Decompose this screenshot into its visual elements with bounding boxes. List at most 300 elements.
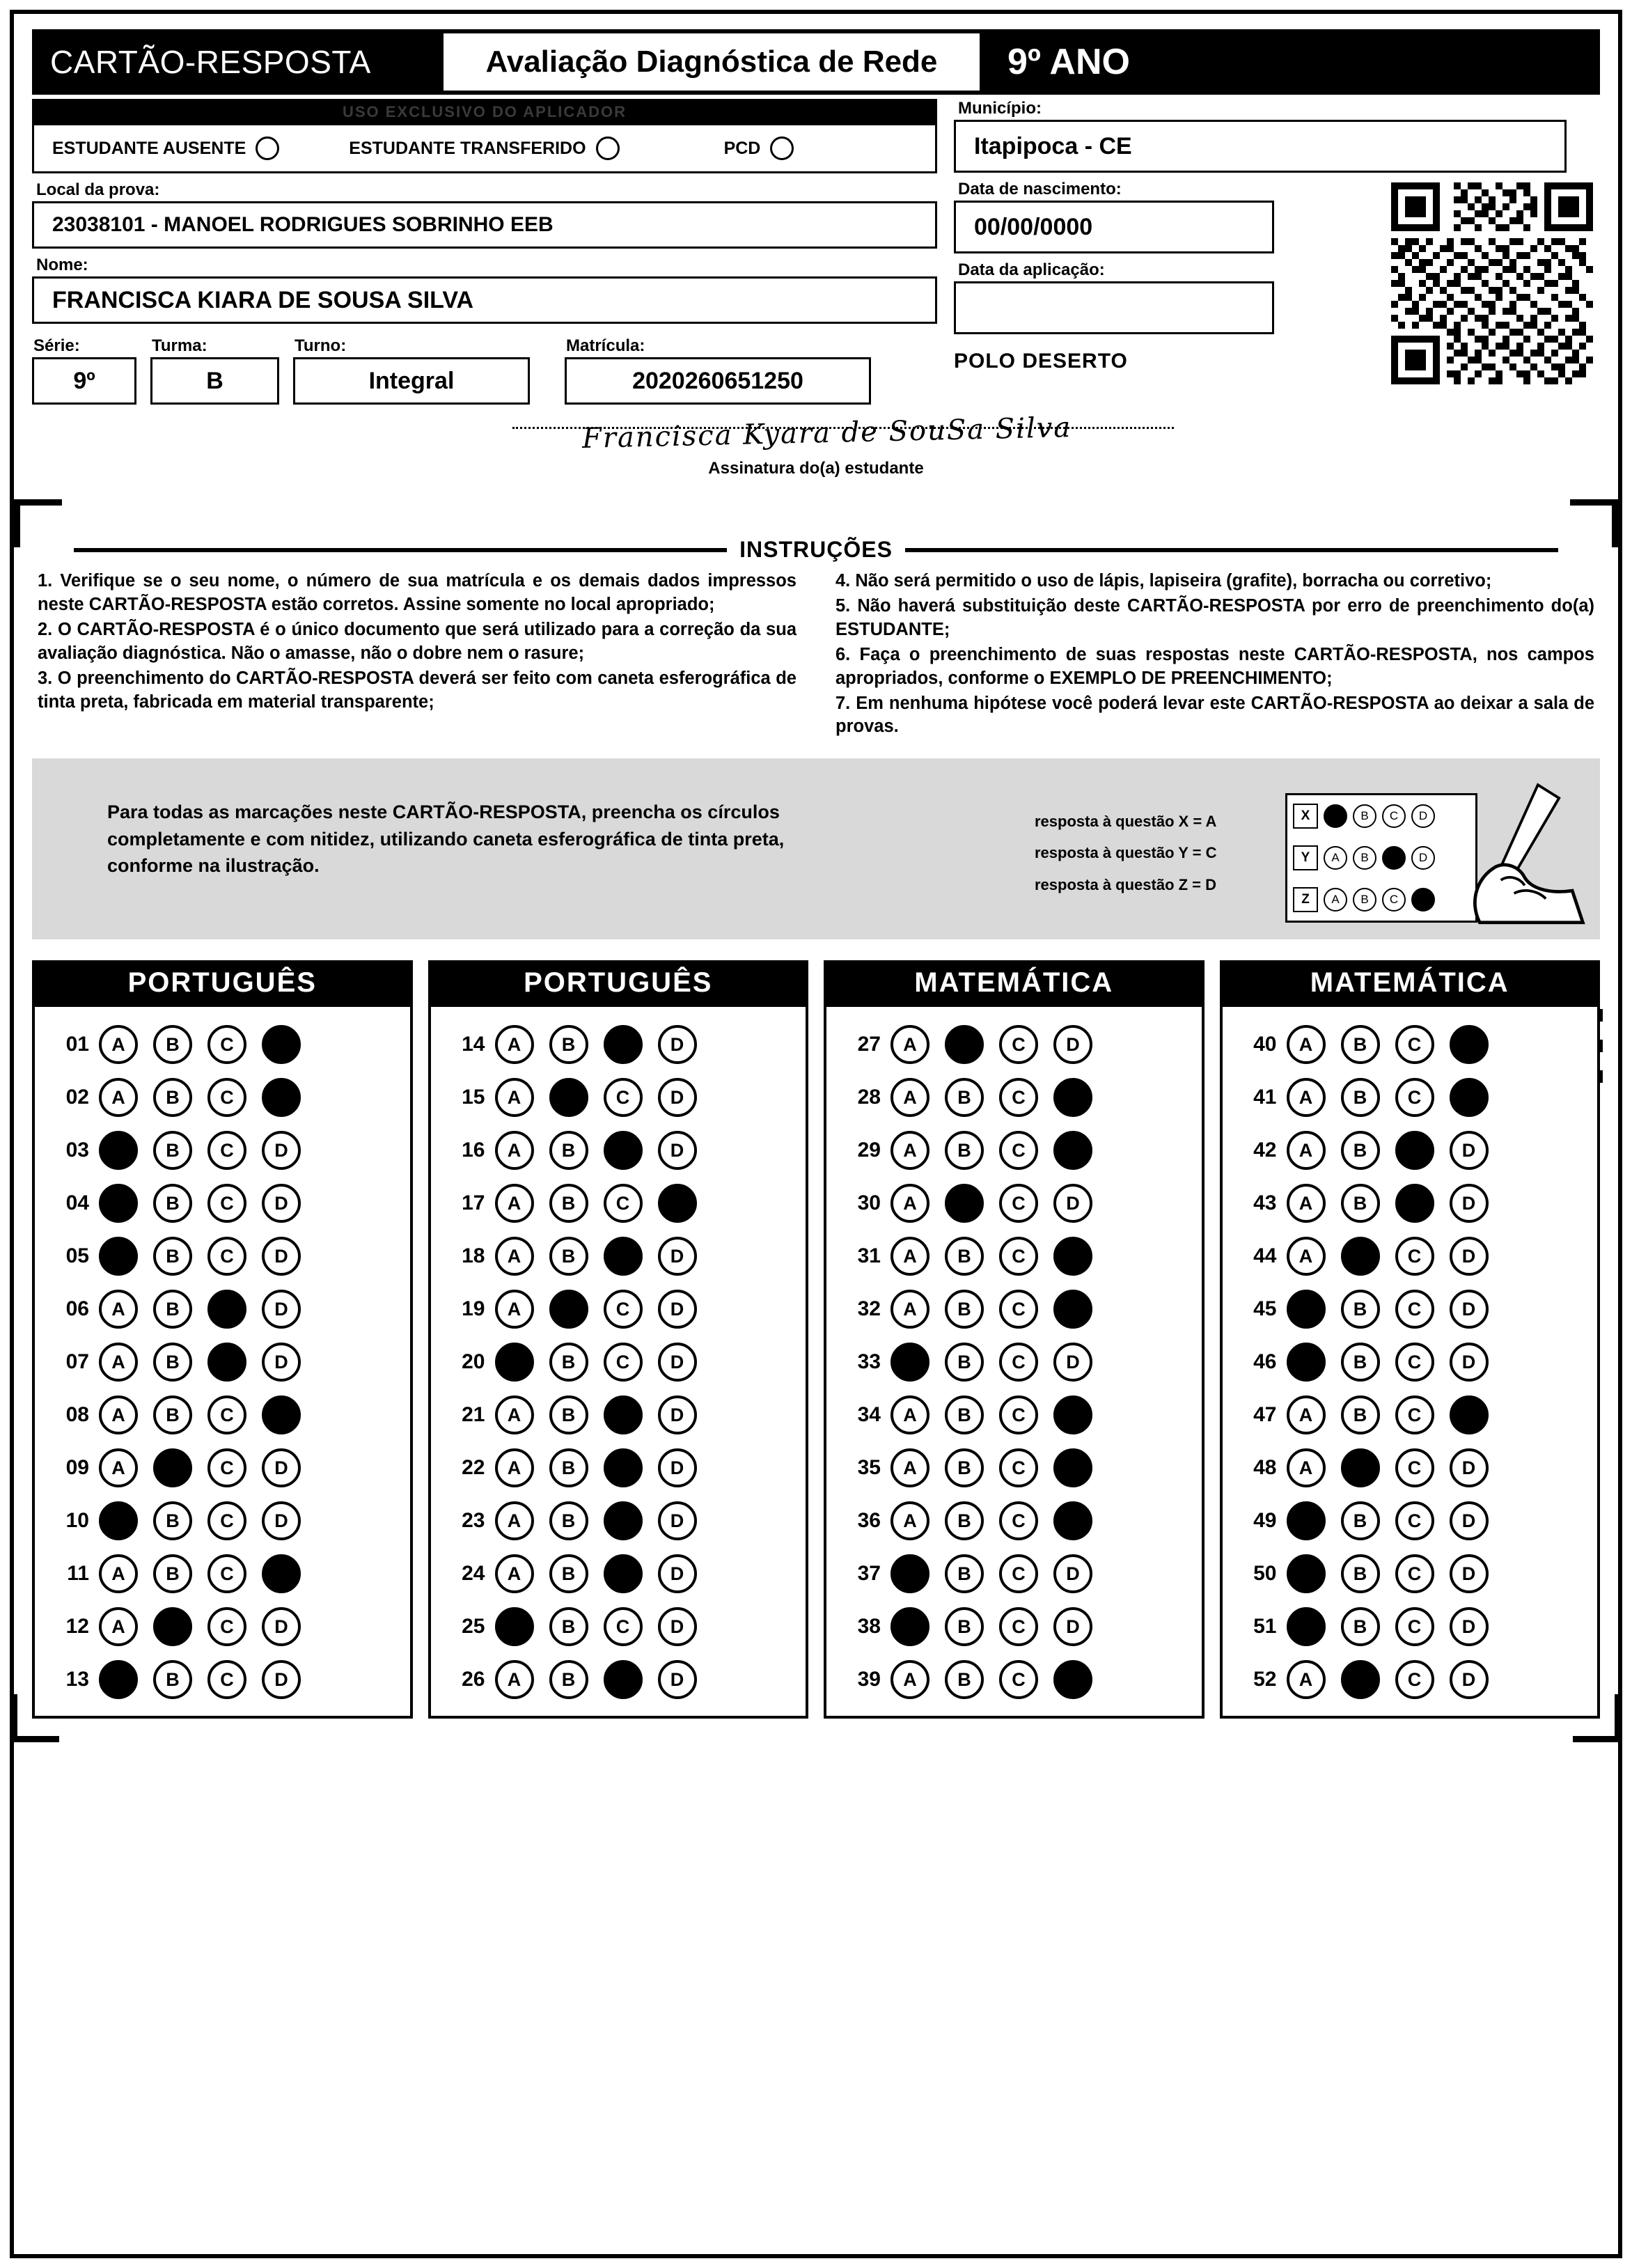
answer-bubble-d[interactable]: D <box>1450 1237 1489 1276</box>
question-number: 50 <box>1253 1562 1277 1586</box>
option-student-transferred-label: ESTUDANTE TRANSFERIDO <box>349 138 586 158</box>
answer-row <box>431 1124 806 1177</box>
answer-bubble-b[interactable] <box>549 1290 588 1329</box>
answer-bubble-d[interactable]: D <box>262 1343 301 1382</box>
answer-bubble-d[interactable] <box>262 1395 301 1434</box>
answer-row <box>431 1018 806 1071</box>
signature-handwriting: Francisca Kyara de SouSa Silva <box>581 412 1072 455</box>
question-number: 46 <box>1253 1350 1277 1374</box>
answer-bubble-c[interactable]: C <box>1395 1448 1434 1487</box>
answer-bubble-d[interactable]: D <box>262 1290 301 1329</box>
answer-bubble-b[interactable]: B <box>549 1131 588 1170</box>
question-number: 33 <box>857 1350 881 1374</box>
answer-bubble-b[interactable]: B <box>153 1501 192 1540</box>
answer-bubble-c[interactable]: C <box>207 1078 246 1117</box>
answer-bubble-c[interactable]: C <box>1395 1607 1434 1646</box>
serie-label: Série: <box>33 336 80 355</box>
answer-row <box>35 1336 410 1389</box>
answer-bubble-b[interactable]: B <box>945 1607 984 1646</box>
answer-bubble-d[interactable]: D <box>262 1184 301 1223</box>
answer-bubble-c[interactable]: C <box>207 1554 246 1593</box>
answer-bubble-c[interactable]: C <box>207 1501 246 1540</box>
answer-bubble-b[interactable]: B <box>153 1290 192 1329</box>
answer-bubble-b[interactable]: B <box>153 1343 192 1382</box>
answer-row <box>431 1494 806 1547</box>
example-row <box>1287 837 1475 879</box>
answer-bubble-a[interactable]: A <box>890 1290 929 1329</box>
answer-bubble-b[interactable]: B <box>945 1078 984 1117</box>
answer-bubble-b[interactable]: B <box>1341 1290 1380 1329</box>
question-number: 11 <box>67 1562 89 1586</box>
answer-bubble-b[interactable]: B <box>549 1025 588 1064</box>
answer-bubble-b[interactable] <box>1341 1660 1380 1699</box>
answer-bubble-a[interactable] <box>99 1501 138 1540</box>
answer-bubble-d[interactable] <box>262 1554 301 1593</box>
answer-bubble-c[interactable] <box>604 1237 643 1276</box>
answer-column-1 <box>32 960 413 1719</box>
answer-bubble-a[interactable]: A <box>1287 1131 1326 1170</box>
answer-column-body <box>428 1007 809 1719</box>
answer-bubble-c[interactable]: C <box>1395 1078 1434 1117</box>
option-student-transferred[interactable] <box>349 136 619 160</box>
answer-bubble-a[interactable]: A <box>890 1395 929 1434</box>
answer-bubble-c[interactable]: C <box>1395 1501 1434 1540</box>
question-number: 24 <box>462 1562 485 1586</box>
answer-bubble-d[interactable] <box>1053 1448 1092 1487</box>
answer-row <box>1223 1177 1598 1230</box>
answer-row <box>826 1177 1202 1230</box>
answer-bubble-c[interactable]: C <box>207 1607 246 1646</box>
answer-bubble-c[interactable]: C <box>604 1607 643 1646</box>
answer-bubble-b[interactable]: B <box>549 1343 588 1382</box>
answer-bubble-c[interactable]: C <box>604 1343 643 1382</box>
question-number: 34 <box>857 1403 881 1427</box>
answer-bubble-b[interactable]: B <box>153 1395 192 1434</box>
answer-row <box>1223 1071 1598 1124</box>
answer-bubble-b[interactable]: B <box>549 1501 588 1540</box>
answer-bubble-a[interactable]: A <box>99 1607 138 1646</box>
answer-bubble-b[interactable]: B <box>1341 1607 1380 1646</box>
answer-bubble-a[interactable]: A <box>495 1395 534 1434</box>
instruction-item: 2. O CARTÃO-RESPOSTA é o único documento que será utilizado para a correção da sua avaliação diagnóstica. Não o amasse, não o dobre nem o rasure; <box>38 619 797 663</box>
answer-bubble-c[interactable]: C <box>999 1448 1038 1487</box>
answer-bubble-b[interactable]: B <box>945 1290 984 1329</box>
answer-bubble-c[interactable]: C <box>999 1184 1038 1223</box>
answer-row <box>431 1547 806 1600</box>
answer-bubble-b[interactable]: B <box>1341 1025 1380 1064</box>
answer-bubble-b[interactable] <box>1341 1237 1380 1276</box>
answer-bubble-b[interactable]: B <box>549 1237 588 1276</box>
answer-bubble-d[interactable]: D <box>658 1025 697 1064</box>
answer-bubble-a[interactable]: A <box>495 1554 534 1593</box>
answer-bubble-c[interactable]: C <box>999 1025 1038 1064</box>
answer-bubble-d[interactable]: D <box>1053 1343 1092 1382</box>
answer-bubble-c[interactable]: C <box>604 1078 643 1117</box>
answer-bubble-b[interactable]: B <box>1341 1184 1380 1223</box>
answer-bubble-a[interactable]: A <box>890 1184 929 1223</box>
question-number: 49 <box>1253 1509 1277 1533</box>
answer-row <box>35 1230 410 1283</box>
answer-bubble-d[interactable] <box>1053 1660 1092 1699</box>
answer-bubble-b[interactable]: B <box>945 1343 984 1382</box>
question-number: 51 <box>1253 1615 1277 1639</box>
answer-bubble-a[interactable] <box>1287 1290 1326 1329</box>
answer-bubble-c[interactable]: C <box>207 1660 246 1699</box>
alignment-corner-bottom-right <box>1573 1694 1621 1742</box>
answer-bubble-c[interactable]: C <box>1395 1660 1434 1699</box>
answer-bubble-b[interactable]: B <box>153 1078 192 1117</box>
answer-bubble-a[interactable] <box>99 1660 138 1699</box>
instruction-item: 3. O preenchimento do CARTÃO-RESPOSTA deverá ser feito com caneta esferográfica de tinta preta, fabricada em material transparente; <box>38 668 797 712</box>
answer-bubble-b[interactable]: B <box>549 1660 588 1699</box>
page-title: CARTÃO-RESPOSTA <box>50 44 371 80</box>
fill-example-answers <box>1035 806 1216 900</box>
question-number: 43 <box>1253 1191 1277 1215</box>
answer-bubble-d[interactable]: D <box>262 1237 301 1276</box>
polo-label: POLO DESERTO <box>954 350 1128 373</box>
answer-bubble-d[interactable] <box>1053 1078 1092 1117</box>
answer-bubble-a[interactable]: A <box>99 1290 138 1329</box>
answer-bubble-a[interactable] <box>890 1554 929 1593</box>
answer-bubble-c[interactable]: C <box>1395 1343 1434 1382</box>
answer-bubble-c[interactable] <box>604 1025 643 1064</box>
answer-bubble-b[interactable]: B <box>1341 1501 1380 1540</box>
answer-row <box>1223 1441 1598 1494</box>
instructions-rule-right <box>905 548 1558 552</box>
answer-bubble-a[interactable]: A <box>890 1660 929 1699</box>
answer-bubble-a[interactable]: A <box>890 1131 929 1170</box>
answer-bubble-d[interactable]: D <box>262 1131 301 1170</box>
option-pcd[interactable] <box>724 136 794 160</box>
answer-bubble-b[interactable]: B <box>549 1554 588 1593</box>
answer-bubble-d[interactable]: D <box>658 1554 697 1593</box>
answer-bubble-b[interactable] <box>945 1184 984 1223</box>
question-number: 22 <box>462 1456 485 1480</box>
answer-bubble-b[interactable]: B <box>549 1395 588 1434</box>
answer-bubble-b[interactable]: B <box>945 1131 984 1170</box>
question-number: 14 <box>462 1033 485 1056</box>
answer-row <box>431 1389 806 1441</box>
answer-bubble-d[interactable] <box>1053 1395 1092 1434</box>
answer-bubble-a[interactable]: A <box>890 1237 929 1276</box>
answer-bubble-b[interactable]: B <box>945 1554 984 1593</box>
answer-row <box>35 1389 410 1441</box>
answer-bubble-d[interactable]: D <box>1450 1131 1489 1170</box>
answer-bubble-c[interactable]: C <box>207 1131 246 1170</box>
answer-bubble-c[interactable] <box>604 1554 643 1593</box>
answer-bubble-d[interactable]: D <box>658 1343 697 1382</box>
answer-column-body <box>32 1007 413 1719</box>
answer-bubble-c[interactable]: C <box>999 1237 1038 1276</box>
identification-block <box>32 99 1600 405</box>
answer-bubble-b[interactable]: B <box>1341 1078 1380 1117</box>
answer-bubble-c[interactable]: C <box>999 1131 1038 1170</box>
answer-bubble-b[interactable]: B <box>945 1660 984 1699</box>
answer-bubble-d[interactable]: D <box>1450 1184 1489 1223</box>
answer-bubble-d[interactable]: D <box>1053 1184 1092 1223</box>
answer-bubble-d[interactable] <box>1450 1395 1489 1434</box>
answer-bubble-c[interactable]: C <box>1395 1025 1434 1064</box>
answer-bubble-c[interactable] <box>1395 1131 1434 1170</box>
answer-row <box>826 1124 1202 1177</box>
birthdate-label: Data de nascimento: <box>958 180 1122 198</box>
answer-bubble-a[interactable]: A <box>890 1448 929 1487</box>
answer-bubble-c[interactable] <box>604 1131 643 1170</box>
example-bubble-b: B <box>1353 888 1376 912</box>
instruction-item: 4. Não será permitido o uso de lápis, lapiseira (grafite), borracha ou corretivo; <box>835 571 1492 591</box>
answer-bubble-a[interactable]: A <box>495 1184 534 1223</box>
answer-bubble-a[interactable]: A <box>1287 1025 1326 1064</box>
answer-bubble-a[interactable]: A <box>1287 1448 1326 1487</box>
answer-bubble-d[interactable]: D <box>658 1501 697 1540</box>
example-bubble-c: C <box>1382 888 1406 912</box>
answer-bubble-a[interactable]: A <box>99 1554 138 1593</box>
question-number: 10 <box>65 1509 89 1533</box>
answer-bubble-d[interactable]: D <box>262 1660 301 1699</box>
answer-bubble-b[interactable]: B <box>945 1237 984 1276</box>
answer-bubble-d[interactable]: D <box>658 1607 697 1646</box>
answer-bubble-d[interactable]: D <box>1450 1660 1489 1699</box>
answer-row <box>431 1441 806 1494</box>
answer-bubble-d[interactable]: D <box>262 1448 301 1487</box>
answer-row <box>826 1071 1202 1124</box>
answer-bubble-a[interactable]: A <box>495 1290 534 1329</box>
example-bubble-a: A <box>1324 888 1347 912</box>
answer-bubble-a[interactable] <box>1287 1343 1326 1382</box>
answer-row <box>1223 1124 1598 1177</box>
student-name-value: FRANCISCA KIARA DE SOUSA SILVA <box>32 276 937 324</box>
alignment-corner-top-right <box>1570 499 1618 547</box>
answer-bubble-d[interactable]: D <box>1053 1554 1092 1593</box>
answer-bubble-c[interactable]: C <box>207 1395 246 1434</box>
example-row <box>1287 795 1475 837</box>
answer-bubble-c[interactable] <box>207 1343 246 1382</box>
answer-bubble-b[interactable]: B <box>1341 1131 1380 1170</box>
answer-bubble-a[interactable] <box>495 1343 534 1382</box>
answer-bubble-d[interactable]: D <box>1450 1501 1489 1540</box>
answer-bubble-d[interactable] <box>262 1078 301 1117</box>
answer-bubble-c[interactable]: C <box>999 1395 1038 1434</box>
answer-bubble-d[interactable] <box>1053 1501 1092 1540</box>
question-number: 23 <box>462 1509 485 1533</box>
answer-bubble-d[interactable] <box>1053 1131 1092 1170</box>
answer-bubble-d[interactable]: D <box>262 1607 301 1646</box>
answer-bubble-a[interactable]: A <box>99 1343 138 1382</box>
answer-bubble-a[interactable] <box>1287 1554 1326 1593</box>
answer-bubble-a[interactable]: A <box>1287 1660 1326 1699</box>
answer-row <box>431 1177 806 1230</box>
answer-bubble-d[interactable]: D <box>1053 1607 1092 1646</box>
birthdate-value: 00/00/0000 <box>954 201 1274 253</box>
question-number: 31 <box>857 1244 881 1268</box>
answer-bubble-c[interactable] <box>604 1501 643 1540</box>
signature-area <box>32 412 1600 495</box>
answer-bubble-a[interactable]: A <box>890 1078 929 1117</box>
answer-bubble-a[interactable] <box>890 1343 929 1382</box>
example-bubble-b: B <box>1353 846 1376 870</box>
question-number: 03 <box>65 1139 89 1162</box>
answer-bubble-d[interactable]: D <box>1053 1025 1092 1064</box>
answer-bubble-b[interactable]: B <box>549 1184 588 1223</box>
question-number: 18 <box>462 1244 485 1268</box>
answer-bubble-b[interactable]: B <box>945 1501 984 1540</box>
answer-bubble-a[interactable] <box>495 1607 534 1646</box>
answer-bubble-d[interactable] <box>1053 1237 1092 1276</box>
instruction-item: 5. Não haverá substituição deste CARTÃO-RESPOSTA por erro de preenchimento do(a) ESTUDANTE; <box>835 595 1594 639</box>
answer-bubble-d[interactable]: D <box>658 1660 697 1699</box>
answer-bubble-a[interactable]: A <box>99 1078 138 1117</box>
answer-bubble-c[interactable]: C <box>604 1290 643 1329</box>
question-number: 36 <box>857 1509 881 1533</box>
answer-bubble-c[interactable]: C <box>999 1343 1038 1382</box>
answer-bubble-b[interactable] <box>153 1448 192 1487</box>
question-number: 45 <box>1253 1297 1277 1321</box>
answer-bubble-d[interactable]: D <box>658 1395 697 1434</box>
option-student-absent[interactable] <box>52 136 279 160</box>
answer-bubble-c[interactable] <box>604 1448 643 1487</box>
answer-bubble-a[interactable]: A <box>495 1501 534 1540</box>
hand-with-pen-icon <box>1456 779 1588 925</box>
scanner-tick-marks <box>1599 1009 1603 1101</box>
answer-bubble-a[interactable] <box>890 1607 929 1646</box>
question-number: 42 <box>1253 1139 1277 1162</box>
answer-bubble-d[interactable] <box>658 1184 697 1223</box>
answer-bubble-d[interactable]: D <box>1450 1290 1489 1329</box>
fill-example-answer: resposta à questão Y = C <box>1035 844 1217 862</box>
answer-bubble-d[interactable] <box>1053 1290 1092 1329</box>
answer-bubble-a[interactable]: A <box>99 1395 138 1434</box>
answer-row <box>1223 1389 1598 1441</box>
answer-bubble-a[interactable]: A <box>495 1660 534 1699</box>
answer-bubble-c[interactable]: C <box>999 1078 1038 1117</box>
answer-bubble-b[interactable]: B <box>153 1237 192 1276</box>
answer-bubble-c[interactable]: C <box>207 1448 246 1487</box>
answer-bubble-d[interactable]: D <box>658 1131 697 1170</box>
answer-bubble-c[interactable]: C <box>207 1237 246 1276</box>
answer-bubble-c[interactable]: C <box>999 1501 1038 1540</box>
answer-bubble-b[interactable]: B <box>153 1660 192 1699</box>
answer-bubble-a[interactable]: A <box>890 1501 929 1540</box>
answer-bubble-c[interactable] <box>604 1660 643 1699</box>
answer-bubble-a[interactable]: A <box>495 1448 534 1487</box>
answer-row <box>431 1071 806 1124</box>
answer-bubble-a[interactable]: A <box>495 1025 534 1064</box>
answer-bubble-b[interactable] <box>1341 1448 1380 1487</box>
answer-bubble-d[interactable]: D <box>1450 1448 1489 1487</box>
question-number: 05 <box>65 1244 89 1268</box>
answer-bubble-c[interactable] <box>1395 1184 1434 1223</box>
answer-bubble-d[interactable]: D <box>1450 1607 1489 1646</box>
answer-bubble-b[interactable]: B <box>549 1607 588 1646</box>
answer-bubble-a[interactable] <box>1287 1501 1326 1540</box>
answer-bubble-c[interactable]: C <box>604 1184 643 1223</box>
answer-bubble-a[interactable] <box>99 1184 138 1223</box>
student-transferred-bubble[interactable] <box>596 136 620 160</box>
answer-bubble-c[interactable]: C <box>207 1025 246 1064</box>
example-row-label: Z <box>1293 887 1318 912</box>
answer-bubble-b[interactable] <box>945 1025 984 1064</box>
answer-bubble-d[interactable] <box>1450 1025 1489 1064</box>
answer-bubble-c[interactable] <box>604 1395 643 1434</box>
answer-bubble-c[interactable]: C <box>1395 1237 1434 1276</box>
example-bubble-a: A <box>1324 846 1347 870</box>
answer-bubble-a[interactable]: A <box>1287 1078 1326 1117</box>
answer-bubble-b[interactable]: B <box>1341 1395 1380 1434</box>
answer-bubble-d[interactable]: D <box>658 1448 697 1487</box>
answer-bubble-c[interactable]: C <box>999 1290 1038 1329</box>
answer-bubble-b[interactable] <box>153 1607 192 1646</box>
answer-row <box>1223 1018 1598 1071</box>
answer-bubble-a[interactable]: A <box>99 1448 138 1487</box>
answer-bubble-d[interactable]: D <box>658 1078 697 1117</box>
answer-bubble-b[interactable]: B <box>153 1184 192 1223</box>
qr-code-icon <box>1391 182 1593 384</box>
answer-bubble-a[interactable]: A <box>890 1025 929 1064</box>
answer-bubble-d[interactable] <box>1450 1078 1489 1117</box>
answer-bubble-a[interactable]: A <box>1287 1184 1326 1223</box>
answer-bubble-d[interactable]: D <box>1450 1554 1489 1593</box>
turma-label: Turma: <box>152 336 207 355</box>
answer-bubble-a[interactable]: A <box>495 1237 534 1276</box>
answer-bubble-c[interactable]: C <box>1395 1395 1434 1434</box>
pcd-bubble[interactable] <box>770 136 794 160</box>
answer-bubble-c[interactable]: C <box>1395 1290 1434 1329</box>
answer-bubble-d[interactable]: D <box>658 1237 697 1276</box>
answer-bubble-b[interactable]: B <box>945 1395 984 1434</box>
answer-row <box>35 1124 410 1177</box>
turno-label: Turno: <box>295 336 347 355</box>
answer-bubble-b[interactable]: B <box>549 1448 588 1487</box>
question-number: 32 <box>857 1297 881 1321</box>
question-number: 26 <box>462 1668 485 1691</box>
answer-bubble-d[interactable]: D <box>658 1290 697 1329</box>
answer-bubble-b[interactable]: B <box>945 1448 984 1487</box>
answer-bubble-d[interactable]: D <box>1450 1343 1489 1382</box>
answer-bubble-a[interactable]: A <box>1287 1395 1326 1434</box>
question-number: 04 <box>65 1191 89 1215</box>
answer-bubble-b[interactable]: B <box>153 1131 192 1170</box>
answer-bubble-c[interactable]: C <box>999 1554 1038 1593</box>
answer-bubble-a[interactable] <box>1287 1607 1326 1646</box>
answer-bubble-d[interactable] <box>262 1025 301 1064</box>
serie-value: 9º <box>32 357 136 405</box>
answer-bubble-a[interactable]: A <box>99 1025 138 1064</box>
answer-bubble-b[interactable] <box>549 1078 588 1117</box>
answer-bubble-c[interactable]: C <box>207 1184 246 1223</box>
answer-bubble-c[interactable]: C <box>1395 1554 1434 1593</box>
exam-title: Avaliação Diagnóstica de Rede <box>444 33 980 91</box>
answer-bubble-a[interactable]: A <box>495 1131 534 1170</box>
answer-bubble-a[interactable] <box>99 1237 138 1276</box>
answer-bubble-b[interactable]: B <box>1341 1554 1380 1593</box>
answer-bubble-c[interactable] <box>207 1290 246 1329</box>
question-number: 35 <box>857 1456 881 1480</box>
municipio-value: Itapipoca - CE <box>954 120 1567 173</box>
answer-bubble-b[interactable]: B <box>153 1025 192 1064</box>
answer-bubble-a[interactable] <box>99 1131 138 1170</box>
answer-bubble-b[interactable]: B <box>1341 1343 1380 1382</box>
question-number: 41 <box>1253 1086 1277 1109</box>
answer-bubble-a[interactable]: A <box>1287 1237 1326 1276</box>
answer-bubble-b[interactable]: B <box>153 1554 192 1593</box>
student-absent-bubble[interactable] <box>256 136 279 160</box>
instruction-item: 7. Em nenhuma hipótese você poderá levar este CARTÃO-RESPOSTA ao deixar a sala de provas. <box>835 693 1594 737</box>
answer-bubble-c[interactable]: C <box>999 1660 1038 1699</box>
question-number: 44 <box>1253 1244 1277 1268</box>
answer-bubble-a[interactable]: A <box>495 1078 534 1117</box>
answer-bubble-d[interactable]: D <box>262 1501 301 1540</box>
answer-bubble-c[interactable]: C <box>999 1607 1038 1646</box>
